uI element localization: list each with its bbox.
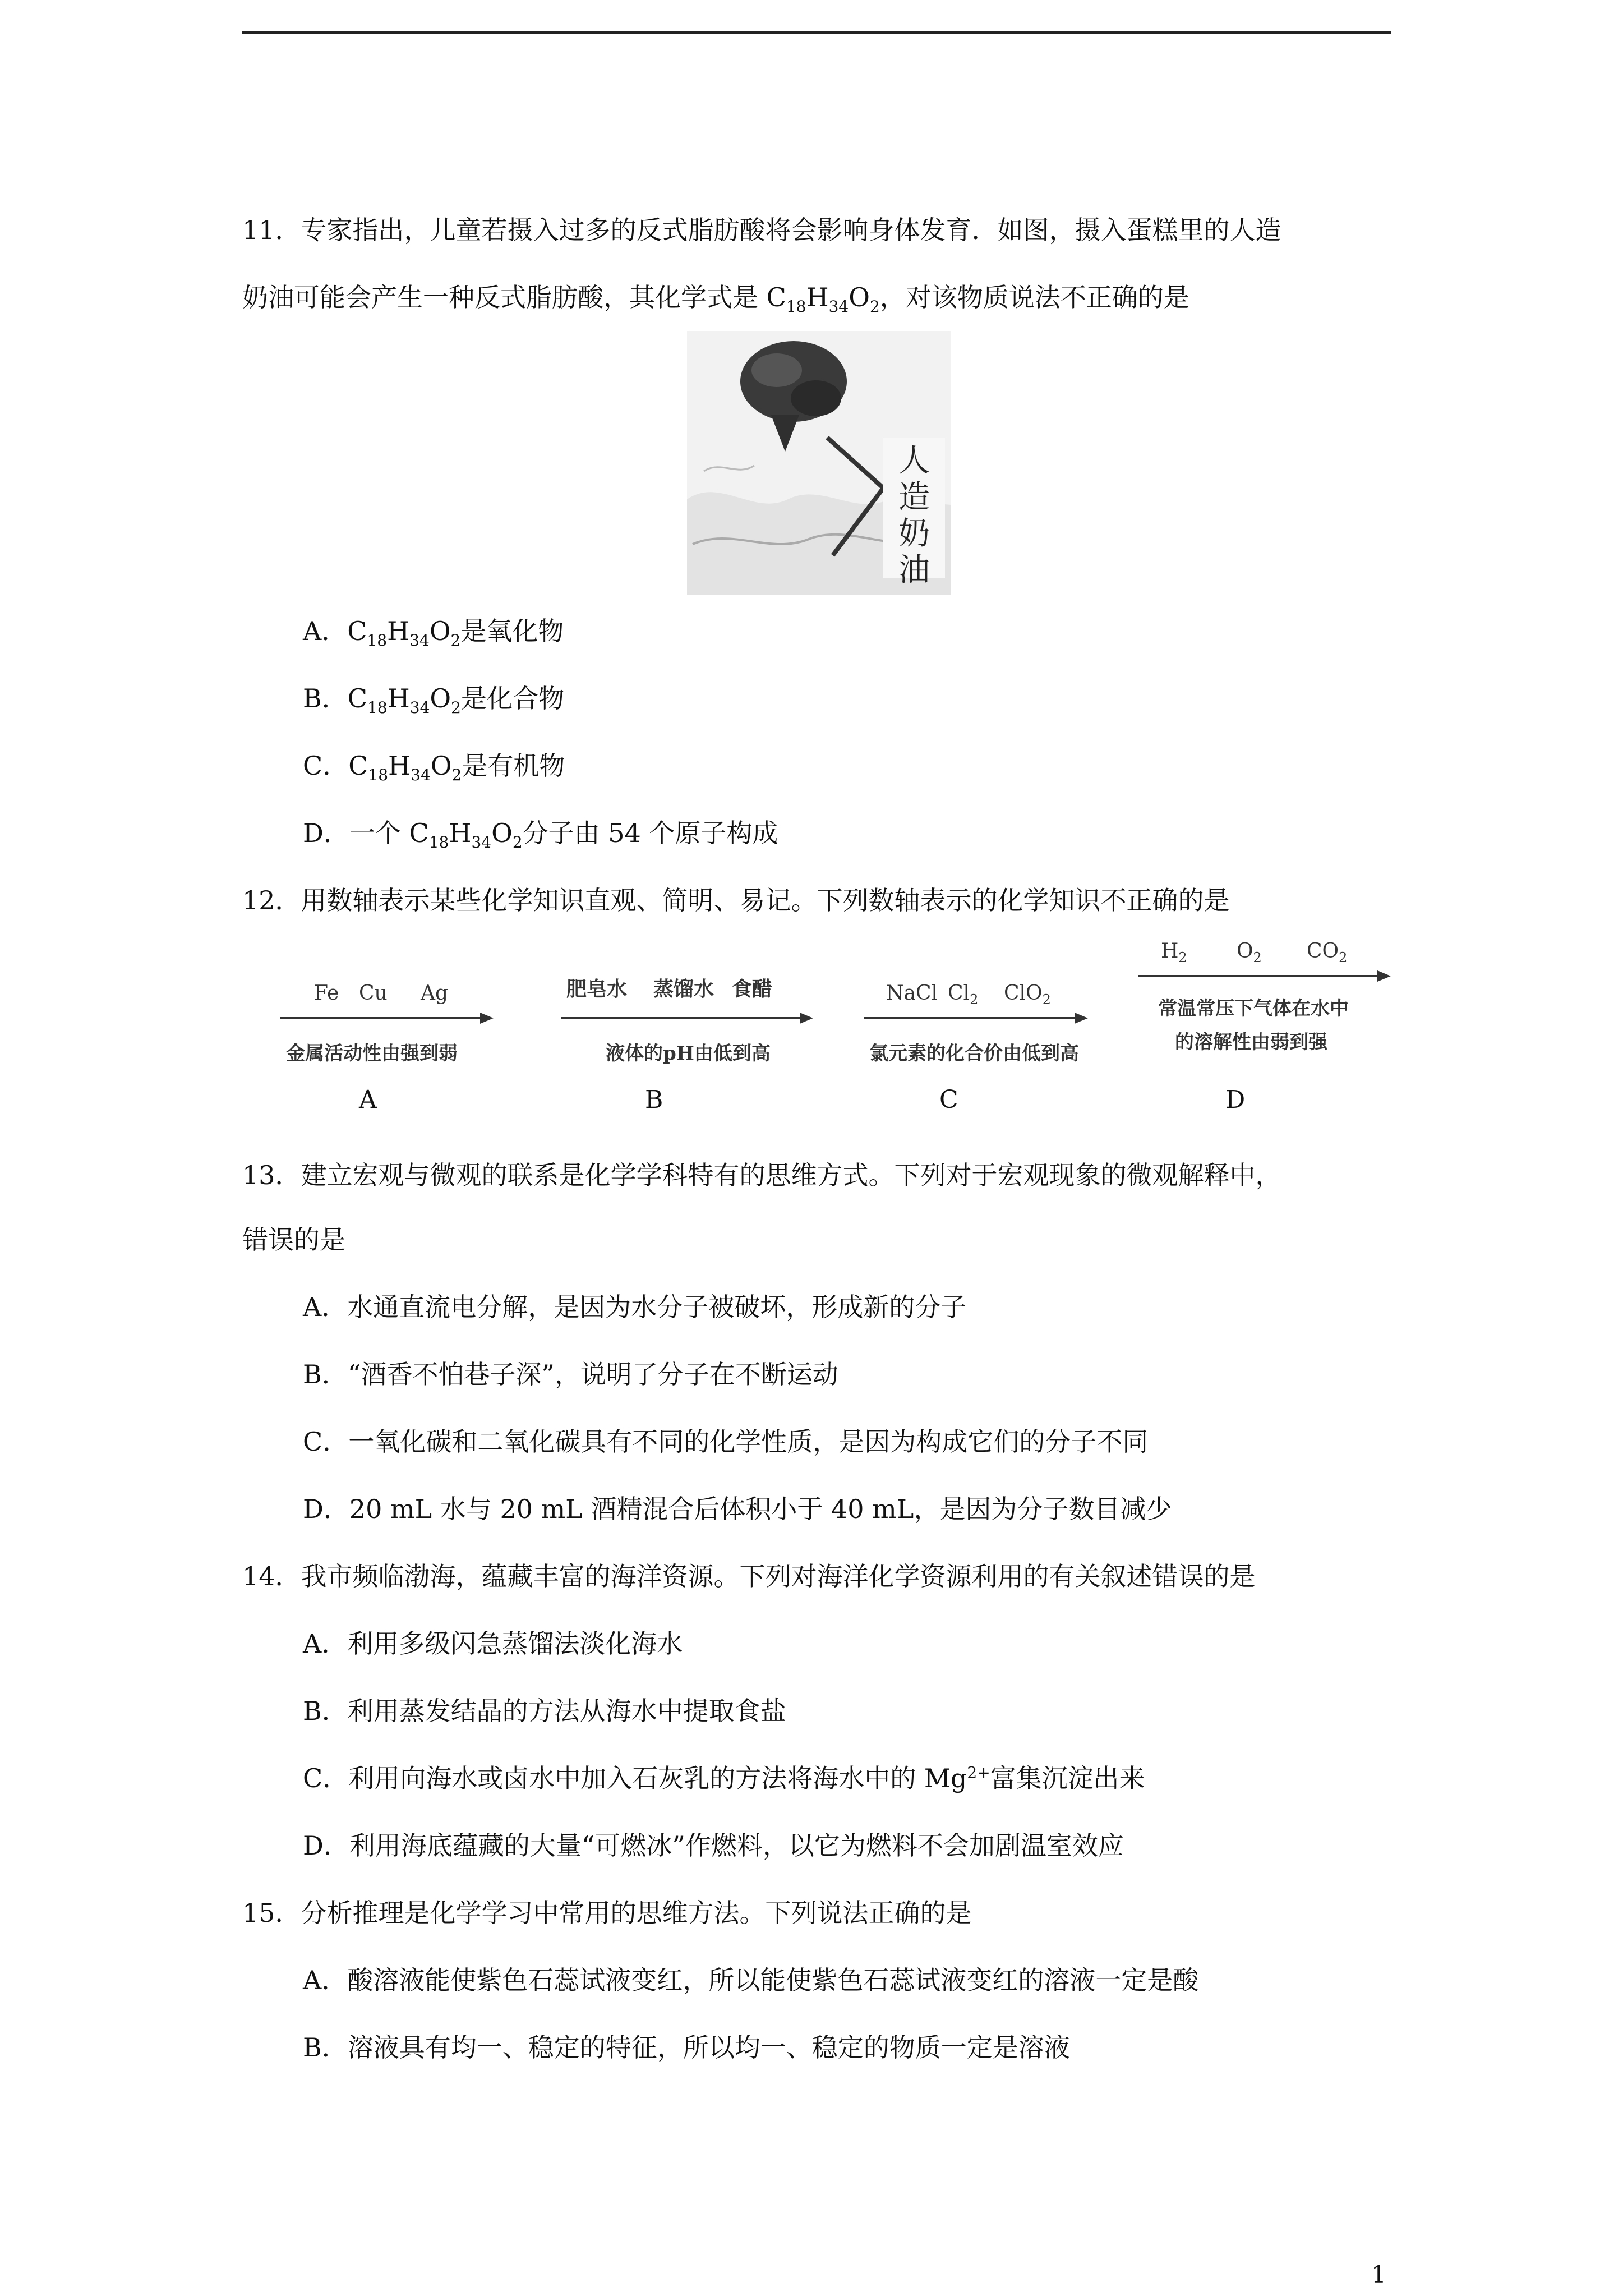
axis-a-label: Fe [314, 982, 339, 1005]
axis-b-caption: 液体的pH由低到高 [606, 1042, 771, 1065]
q14-option-a: A．利用多级闪急蒸馏法淡化海水 [303, 1628, 683, 1659]
axis-d-letter: D [1225, 1085, 1246, 1114]
axis-d-label: $O_2$ [1237, 940, 1262, 966]
axis-a-label: Cu [359, 982, 388, 1005]
header-rule [242, 31, 1391, 34]
q11-option-a: A．$C_{18}H_{34}O_2$是氧化物 [303, 616, 564, 650]
q11-option-c: C．$C_{18}H_{34}O_2$是有机物 [303, 751, 565, 785]
q15-option-a: A．酸溶液能使紫色石蕊试液变红，所以能使紫色石蕊试液变红的溶液一定是酸 [303, 1965, 1199, 1995]
q13-stem-line2: 错误的是 [242, 1225, 345, 1255]
q14-option-b: B．利用蒸发结晶的方法从海水中提取食盐 [303, 1696, 786, 1726]
q13-option-b: B．“酒香不怕巷子深”，说明了分子在不断运动 [303, 1359, 838, 1389]
axis-b-label: 肥皂水 [566, 977, 628, 1001]
axis-a-caption: 金属活动性由强到弱 [286, 1042, 458, 1065]
axis-c-label: ClO$_2$ [1004, 982, 1051, 1008]
image-label-char: 造 [898, 479, 930, 516]
q13-stem-line1: 13．建立宏观与微观的联系是化学学科特有的思维方式。下列对于宏观现象的微观解释中， [242, 1160, 1281, 1190]
q14-option-d: D．利用海底蕴藏的大量“可燃冰”作燃料，以它为燃料不会加剧温室效应 [303, 1830, 1124, 1861]
axis-c-label: NaCl [886, 982, 938, 1005]
image-label-char: 人 [898, 443, 930, 479]
axis-c-caption: 氯元素的化合价由低到高 [869, 1042, 1079, 1065]
page-number: 1 [1371, 2261, 1386, 2288]
q13-option-a: A．水通直流电分解，是因为水分子被破坏，形成新的分子 [303, 1292, 967, 1322]
q11-stem-line1: 11．专家指出，儿童若摄入过多的反式脂肪酸将会影响身体发育．如图，摄入蛋糕里的人造 [242, 215, 1281, 245]
q15-stem: 15．分析推理是化学学习中常用的思维方法。下列说法正确的是 [242, 1898, 972, 1928]
axis-b-label: 蒸馏水 [653, 977, 714, 1001]
cake-cream-image [687, 331, 951, 595]
q11-option-d: D．一个 $C_{18}H_{34}O_2$分子由 54 个原子构成 [303, 818, 778, 852]
q13-option-d: D．20 mL 水与 20 mL 酒精混合后体积小于 40 mL，是因为分子数目减少 [303, 1494, 1172, 1524]
axis-c-letter: C [939, 1085, 958, 1114]
number-line-a [280, 954, 494, 1083]
q14-option-c: C．利用向海水或卤水中加入石灰乳的方法将海水中的 $Mg^{2+}$富集沉淀出来 [303, 1763, 1145, 1793]
number-line-c [864, 954, 1088, 1083]
q12-stem: 12．用数轴表示某些化学知识直观、简明、易记。下列数轴表示的化学知识不正确的是 [242, 885, 1230, 915]
axis-d-label: $CO_2$ [1307, 940, 1348, 966]
axis-b-letter: B [645, 1085, 663, 1114]
axis-d-caption-line2: 的溶解性由弱到强 [1175, 1031, 1327, 1053]
image-label-char: 油 [898, 552, 930, 588]
number-line-b [561, 954, 813, 1083]
q11-stem-line2: 奶油可能会产生一种反式脂肪酸，其化学式是 $C_{18}H_{34}O_2$，对该物质说法不正确的是 [242, 282, 1189, 316]
number-line-d [1138, 926, 1391, 1083]
q11-option-b: B．$C_{18}H_{34}O_2$是化合物 [303, 683, 564, 717]
axis-d-caption-line1: 常温常压下气体在水中 [1158, 997, 1349, 1020]
axis-a-letter: A [359, 1085, 377, 1114]
axis-d-label: $H_2$ [1161, 940, 1187, 966]
axis-a-label: Ag [421, 982, 449, 1005]
q13-option-c: C．一氧化碳和二氧化碳具有不同的化学性质，是因为构成它们的分子不同 [303, 1427, 1149, 1457]
q15-option-b: B．溶液具有均一、稳定的特征，所以均一、稳定的物质一定是溶液 [303, 2032, 1070, 2063]
image-label-char: 奶 [898, 516, 930, 552]
q14-stem: 14．我市频临渤海，蕴藏丰富的海洋资源。下列对海洋化学资源利用的有关叙述错误的是 [242, 1561, 1256, 1591]
axis-b-label: 食醋 [732, 977, 773, 1001]
axis-c-label: $Cl_2$ [948, 982, 979, 1008]
